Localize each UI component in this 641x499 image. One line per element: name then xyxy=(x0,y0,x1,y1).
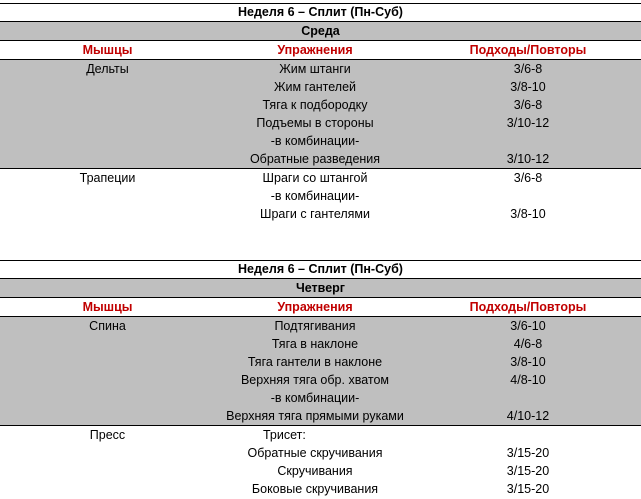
exercise-cell: Верхняя тяга прямыми руками xyxy=(226,409,404,423)
column-header-exercises: Упражнения xyxy=(277,300,353,314)
sets-cell: 3/6-10 xyxy=(510,319,546,333)
exercise-cell: -в комбинации- xyxy=(270,134,360,148)
sets-cell: 3/15-20 xyxy=(506,446,550,460)
exercise-cell: Жим гантелей xyxy=(273,80,357,94)
table-title: Неделя 6 – Сплит (Пн-Суб) xyxy=(0,3,641,22)
exercise-cell: Тяга в наклоне xyxy=(271,337,359,351)
table-row xyxy=(0,371,641,389)
table-row xyxy=(0,444,641,462)
muscle-cell xyxy=(0,462,215,480)
sets-cell: 3/6-8 xyxy=(513,62,543,76)
exercise-cell: -в комбинации- xyxy=(270,189,360,203)
exercise-cell: Тяга к подбородку xyxy=(262,98,368,112)
sets-cell: 4/6-8 xyxy=(513,337,543,351)
table-row xyxy=(0,462,641,480)
muscle-cell xyxy=(0,132,215,150)
muscle-cell xyxy=(0,389,215,407)
sets-cell xyxy=(415,389,641,407)
sets-cell xyxy=(415,426,641,444)
table-row xyxy=(0,317,641,335)
muscle-cell xyxy=(0,78,215,96)
workout-table-thursday xyxy=(0,260,641,498)
muscle-cell xyxy=(0,335,215,353)
table-row xyxy=(0,169,641,187)
table-row xyxy=(0,205,641,223)
muscle-cell: Спина xyxy=(89,319,126,333)
sets-cell xyxy=(415,132,641,150)
sets-cell: 4/10-12 xyxy=(506,409,550,423)
table-row xyxy=(0,335,641,353)
day-header: Четверг xyxy=(0,279,641,298)
muscle-cell xyxy=(0,187,215,205)
sets-cell: 3/8-10 xyxy=(510,207,546,221)
muscle-cell xyxy=(0,96,215,114)
exercise-cell: -в комбинации- xyxy=(270,391,360,405)
muscle-cell xyxy=(0,480,215,498)
column-header-muscles: Мышцы xyxy=(82,43,133,57)
muscle-cell xyxy=(0,371,215,389)
table-row xyxy=(0,480,641,498)
table-row xyxy=(0,60,641,78)
muscle-cell xyxy=(0,407,215,425)
exercise-cell: Шраги со штангой xyxy=(262,171,368,185)
column-header-muscles: Мышцы xyxy=(82,300,133,314)
exercise-cell: Шраги с гантелями xyxy=(260,207,370,221)
sets-cell: 3/6-8 xyxy=(513,98,543,112)
table-row xyxy=(0,132,641,150)
sets-cell xyxy=(415,187,641,205)
workout-table-wednesday xyxy=(0,3,641,223)
muscle-cell xyxy=(0,444,215,462)
sets-cell: 3/8-10 xyxy=(510,355,546,369)
table-row xyxy=(0,353,641,371)
sets-cell: 3/10-12 xyxy=(506,116,550,130)
sets-cell: 4/8-10 xyxy=(510,373,546,387)
column-headers xyxy=(0,298,641,317)
muscle-cell: Дельты xyxy=(86,62,129,76)
column-header-sets: Подходы/Повторы xyxy=(469,300,587,314)
exercise-cell: Тяга гантели в наклоне xyxy=(247,355,383,369)
sets-cell: 3/6-8 xyxy=(513,171,543,185)
exercise-cell: Подъемы в стороны xyxy=(256,116,374,130)
day-header: Среда xyxy=(0,22,641,41)
column-header-exercises: Упражнения xyxy=(277,43,353,57)
table-row xyxy=(0,78,641,96)
sets-cell: 3/15-20 xyxy=(506,482,550,496)
sets-cell: 3/8-10 xyxy=(510,80,546,94)
table-row xyxy=(0,426,641,444)
muscle-cell: Пресс xyxy=(89,428,126,442)
exercise-cell: Обратные скручивания xyxy=(247,446,383,460)
sets-cell: 3/10-12 xyxy=(506,152,550,166)
table-title: Неделя 6 – Сплит (Пн-Суб) xyxy=(0,260,641,279)
muscle-cell: Трапеции xyxy=(79,171,136,185)
sets-cell: 3/15-20 xyxy=(506,464,550,478)
exercise-cell: Обратные разведения xyxy=(249,152,381,166)
muscle-cell xyxy=(0,114,215,132)
table-row xyxy=(0,187,641,205)
exercise-cell: Жим штанги xyxy=(279,62,351,76)
exercise-cell: Трисет: xyxy=(263,428,306,442)
exercise-cell: Боковые скручивания xyxy=(251,482,379,496)
exercise-cell: Подтягивания xyxy=(274,319,356,333)
table-row xyxy=(0,96,641,114)
table-row xyxy=(0,114,641,132)
muscle-cell xyxy=(0,150,215,168)
muscle-cell xyxy=(0,205,215,223)
column-headers xyxy=(0,41,641,60)
table-row xyxy=(0,389,641,407)
exercise-cell: Скручивания xyxy=(277,464,353,478)
muscle-cell xyxy=(0,353,215,371)
table-row xyxy=(0,407,641,426)
table-row xyxy=(0,150,641,169)
column-header-sets: Подходы/Повторы xyxy=(469,43,587,57)
exercise-cell: Верхняя тяга обр. хватом xyxy=(240,373,390,387)
